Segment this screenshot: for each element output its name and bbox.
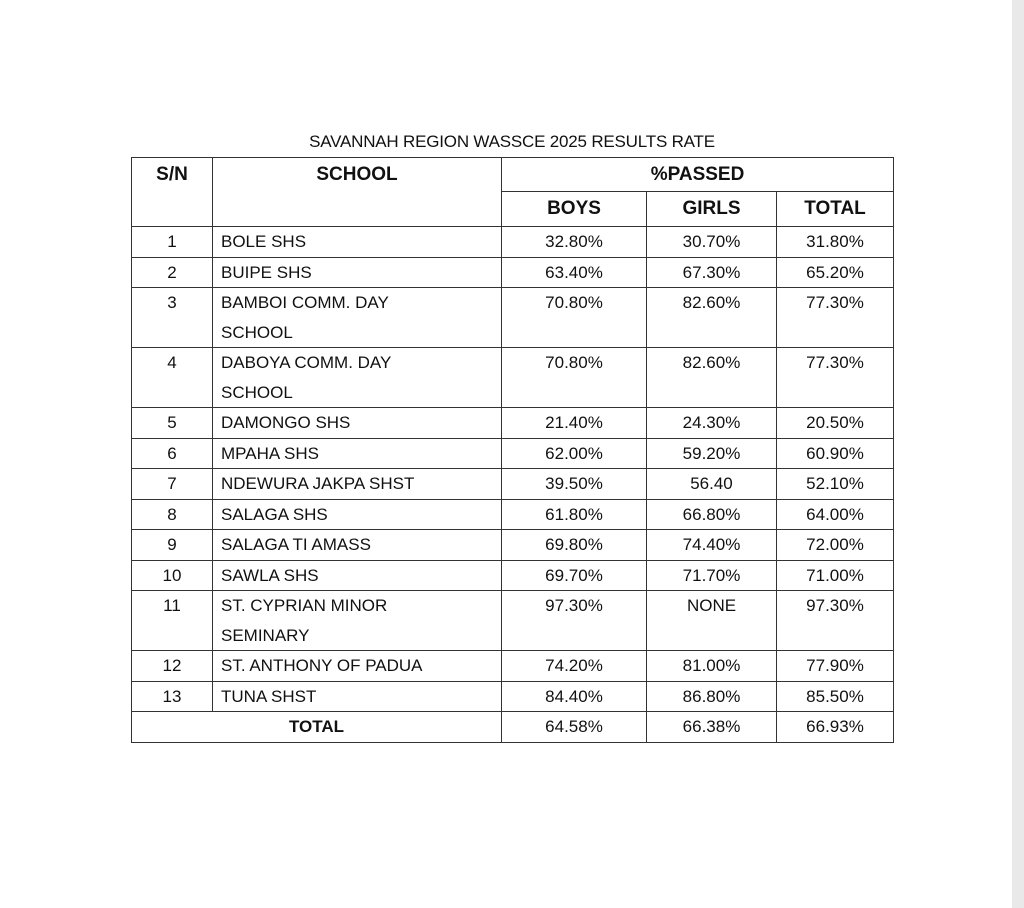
row-sn: 5 [132,408,213,439]
row-girls: 74.40% [647,530,777,561]
row-school: BAMBOI COMM. DAY SCHOOL [213,288,502,348]
header-total: TOTAL [777,192,894,227]
row-sn: 10 [132,560,213,591]
row-school: BOLE SHS [213,227,502,258]
row-school: SALAGA SHS [213,499,502,530]
row-total: 72.00% [777,530,894,561]
row-sn: 4 [132,348,213,408]
row-girls: 82.60% [647,288,777,348]
row-boys: 97.30% [502,591,647,651]
total-label: TOTAL [132,712,502,743]
row-sn: 7 [132,469,213,500]
row-total: 97.30% [777,591,894,651]
table-row [132,438,894,469]
row-school: TUNA SHST [213,681,502,712]
row-sn: 8 [132,499,213,530]
row-sn: 13 [132,681,213,712]
row-total: 71.00% [777,560,894,591]
row-boys: 21.40% [502,408,647,439]
total-total: 66.93% [777,712,894,743]
results-table [131,157,894,743]
row-total: 60.90% [777,438,894,469]
row-total: 77.90% [777,651,894,682]
header-passed: %PASSED [502,158,894,192]
row-boys: 70.80% [502,288,647,348]
header-girls: GIRLS [647,192,777,227]
table-row [132,560,894,591]
total-girls: 66.38% [647,712,777,743]
row-boys: 32.80% [502,227,647,258]
table-row [132,591,894,651]
table-row [132,530,894,561]
row-girls: 71.70% [647,560,777,591]
document-title: SAVANNAH REGION WASSCE 2025 RESULTS RATE [309,132,715,151]
row-school: BUIPE SHS [213,257,502,288]
row-girls: 59.20% [647,438,777,469]
table-row [132,257,894,288]
row-girls: 56.40 [647,469,777,500]
header-sn: S/N [132,158,213,227]
row-girls: 81.00% [647,651,777,682]
row-sn: 6 [132,438,213,469]
row-girls: 24.30% [647,408,777,439]
row-total: 65.20% [777,257,894,288]
row-sn: 9 [132,530,213,561]
row-school: SAWLA SHS [213,560,502,591]
row-girls: 82.60% [647,348,777,408]
row-school: SALAGA TI AMASS [213,530,502,561]
row-total: 77.30% [777,348,894,408]
row-boys: 63.40% [502,257,647,288]
row-school: ST. ANTHONY OF PADUA [213,651,502,682]
row-girls: NONE [647,591,777,651]
row-school: NDEWURA JAKPA SHST [213,469,502,500]
table-row [132,681,894,712]
row-girls: 86.80% [647,681,777,712]
row-boys: 39.50% [502,469,647,500]
row-boys: 62.00% [502,438,647,469]
row-total: 31.80% [777,227,894,258]
row-girls: 67.30% [647,257,777,288]
row-school: ST. CYPRIAN MINOR SEMINARY [213,591,502,651]
header-school: SCHOOL [213,158,502,227]
row-school: MPAHA SHS [213,438,502,469]
row-boys: 84.40% [502,681,647,712]
row-boys: 69.80% [502,530,647,561]
table-row [132,288,894,348]
table-body [132,227,894,712]
row-sn: 3 [132,288,213,348]
row-boys: 74.20% [502,651,647,682]
row-total: 85.50% [777,681,894,712]
total-row [132,712,894,743]
table-row [132,499,894,530]
row-boys: 61.80% [502,499,647,530]
row-sn: 1 [132,227,213,258]
row-girls: 66.80% [647,499,777,530]
row-boys: 70.80% [502,348,647,408]
row-total: 52.10% [777,469,894,500]
row-school: DAMONGO SHS [213,408,502,439]
row-school: DABOYA COMM. DAY SCHOOL [213,348,502,408]
row-girls: 30.70% [647,227,777,258]
header-boys: BOYS [502,192,647,227]
table-row [132,408,894,439]
table-row [132,227,894,258]
row-total: 77.30% [777,288,894,348]
row-sn: 11 [132,591,213,651]
table-row [132,651,894,682]
row-boys: 69.70% [502,560,647,591]
table-row [132,469,894,500]
row-sn: 12 [132,651,213,682]
table-row [132,348,894,408]
total-boys: 64.58% [502,712,647,743]
row-total: 20.50% [777,408,894,439]
page-edge [1012,0,1024,908]
row-sn: 2 [132,257,213,288]
row-total: 64.00% [777,499,894,530]
